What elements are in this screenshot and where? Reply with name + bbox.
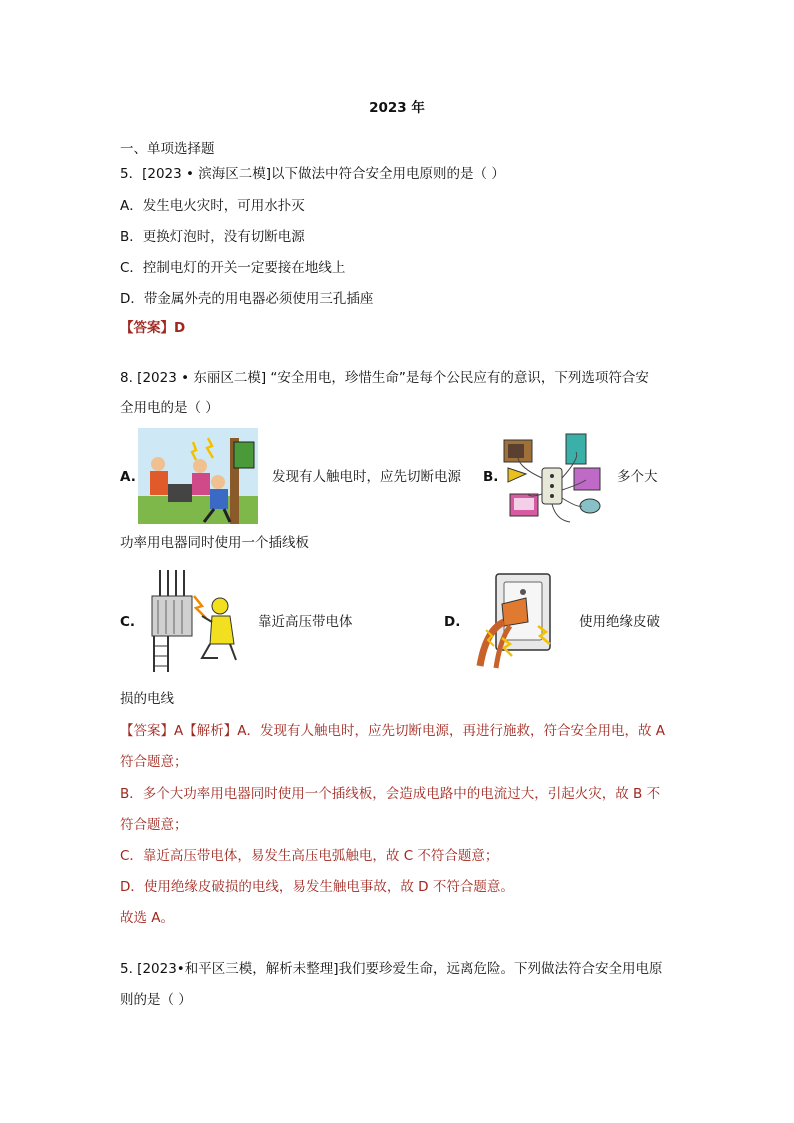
- question-3-stem-line1: 5. [2023•和平区三模，解析未整理]我们要珍爱生命，远离危险。下列做法符合安全用电原: [120, 961, 663, 977]
- question-2-stem-line2: 全用电的是（ ）: [120, 400, 219, 416]
- option-b-letter: B.: [483, 469, 499, 485]
- overloaded-power-strip-icon: [500, 428, 610, 526]
- question-1-option-b: B．更换灯泡时，没有切断电源: [120, 229, 305, 245]
- question-1-stem: 5．[2023 • 滨海区二模]以下做法中符合安全用电原则的是（ ）: [120, 166, 505, 182]
- answer-analysis-line: C．靠近高压带电体，易发生高压电弧触电，故 C 不符合题意；: [120, 848, 499, 864]
- option-c-text: 靠近高压带电体: [258, 614, 353, 630]
- option-d-text-part2: 损的电线: [120, 691, 174, 707]
- option-b-text-part2: 功率用电器同时使用一个插线板: [120, 535, 309, 551]
- answer-analysis-line: 符合题意；: [120, 817, 188, 833]
- answer-analysis-line: B．多个大功率用电器同时使用一个插线板，会造成电路中的电流过大，引起火灾，故 B 不: [120, 786, 661, 802]
- question-1-option-a: A．发生电火灾时，可用水扑灭: [120, 198, 305, 214]
- option-b-text-part1: 多个大: [617, 469, 658, 485]
- rescue-illustration-icon: [138, 428, 258, 524]
- option-a-letter: A.: [120, 469, 136, 485]
- question-1-option-c: C．控制电灯的开关一定要接在地线上: [120, 260, 346, 276]
- question-1-answer: 【答案】D: [120, 320, 186, 336]
- question-1-option-d: D．带金属外壳的用电器必须使用三孔插座: [120, 291, 374, 307]
- option-c-letter: C.: [120, 614, 136, 630]
- page-title: 2023 年: [369, 100, 425, 116]
- option-d-letter: D.: [444, 614, 461, 630]
- answer-analysis-line: 【答案】A【解析】A．发现有人触电时，应先切断电源，再进行施救，符合安全用电，故 A: [120, 723, 665, 739]
- answer-analysis-line: 符合题意；: [120, 754, 188, 770]
- answer-analysis-line: 故选 A。: [120, 910, 175, 926]
- damaged-wire-outlet-icon: [466, 570, 562, 670]
- option-d-text-part1: 使用绝缘皮破: [579, 614, 660, 630]
- option-a-text: 发现有人触电时，应先切断电源: [272, 469, 461, 485]
- high-voltage-transformer-icon: [140, 566, 246, 674]
- answer-analysis-line: D．使用绝缘皮破损的电线，易发生触电事故，故 D 不符合题意。: [120, 879, 514, 895]
- question-3-stem-line2: 则的是（ ）: [120, 992, 192, 1008]
- question-2-stem-line1: 8. [2023 • 东丽区二模] “安全用电，珍惜生命”是每个公民应有的意识，下列选项符合安: [120, 370, 649, 386]
- section-heading: 一、单项选择题: [120, 141, 215, 157]
